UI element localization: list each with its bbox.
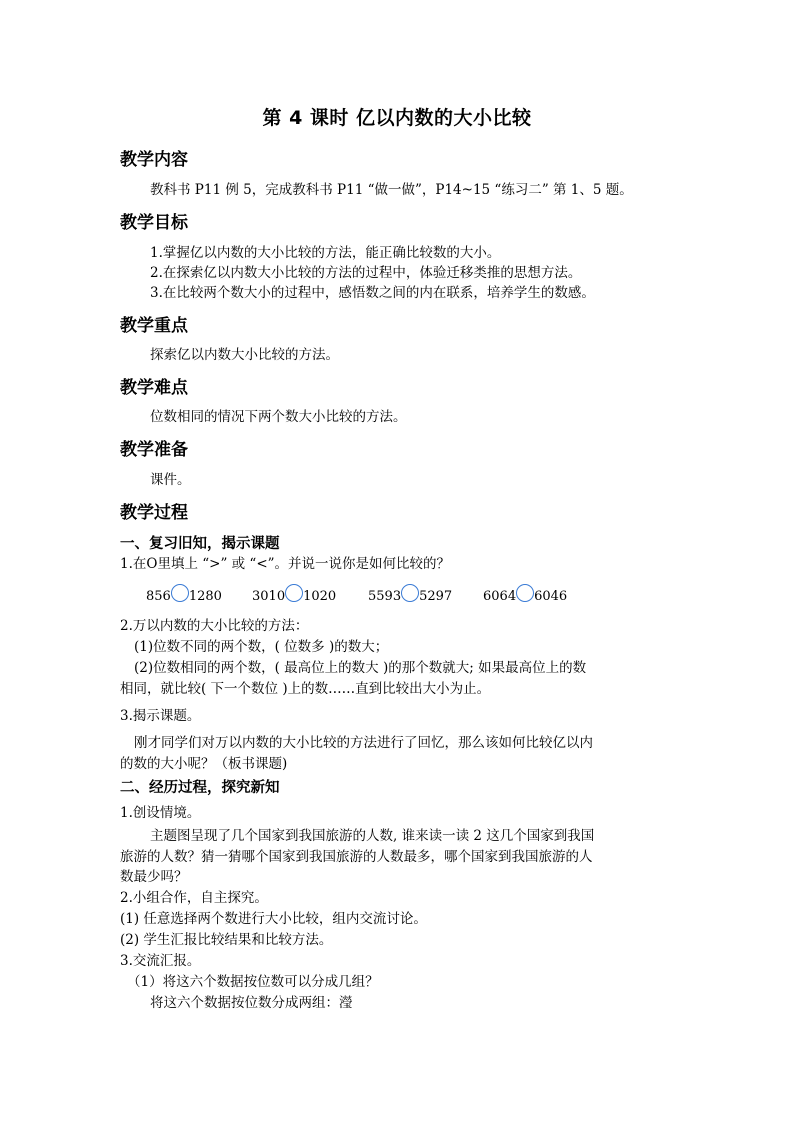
part2-step-2-1: (1) 任意选择两个数进行大小比较，组内交流讨论。 [120, 911, 427, 927]
comparison-circle[interactable] [401, 584, 419, 602]
part2-step-1: 1.创设情境。 [120, 805, 201, 821]
heading-process: 教学过程 [120, 503, 188, 523]
part2-step-1-a: 主题图呈现了几个国家到我国旅游的人数, 谁来读一读 2 这几个国家到我国 [150, 828, 595, 844]
part2-step-3-1: （1）将这六个数据按位数可以分成几组？ [127, 974, 379, 990]
comparison-right: 6046 [534, 589, 568, 604]
comparison-circle[interactable] [285, 584, 303, 602]
comparison-pair [252, 585, 336, 610]
part1-question-3: 3.揭示课题。 [120, 708, 201, 724]
heading-difficulty: 教学难点 [120, 378, 188, 398]
part1-question-2-1: (1)位数不同的两个数，( 位数多 )的数大； [134, 639, 389, 655]
part2-step-2: 2.小组合作，自主探究。 [120, 890, 268, 906]
part2-step-3: 3.交流汇报。 [120, 953, 201, 969]
heading-key: 教学重点 [120, 316, 188, 336]
comparison-right: 1020 [303, 589, 337, 604]
content-text: 教科书 P11 例 5，完成教科书 P11 “做一做”，P14~15 “练习二” 第 1、5 题。 [150, 182, 633, 198]
comparison-left: 5593 [368, 589, 402, 604]
prep-text: 课件。 [150, 472, 191, 488]
comparison-left: 856 [146, 589, 171, 604]
comparison-pair [483, 585, 567, 610]
goal-item-3: 3.在比较两个数大小的过程中，感悟数之间的内在联系，培养学生的数感。 [150, 285, 595, 301]
part1-question-2-2a: (2)位数相同的两个数，( 最高位上的数大 )的那个数就大; 如果最高位上的数 [134, 660, 587, 676]
part2-step-1-b: 旅游的人数？猜一猜哪个国家到我国旅游的人数最多，哪个国家到我国旅游的人 [120, 849, 593, 865]
comparison-circle[interactable] [516, 584, 534, 602]
heading-goals: 教学目标 [120, 213, 188, 233]
part2-step-1-c: 数最少吗？ [120, 869, 188, 885]
comparison-pair [368, 585, 452, 610]
goal-item-1: 1.掌握亿以内数的大小比较的方法，能正确比较数的大小。 [150, 245, 501, 261]
comparison-right: 5297 [419, 589, 453, 604]
comparison-left: 6064 [483, 589, 517, 604]
comparison-circle[interactable] [171, 584, 189, 602]
part1-question-2: 2.万以内数的大小比较的方法： [120, 618, 309, 634]
part2-step-3-2: 将这六个数据按位数分成两组：瀅 [150, 995, 353, 1011]
comparison-right: 1280 [188, 589, 222, 604]
heading-prep: 教学准备 [120, 440, 188, 460]
part1-question-3-a: 刚才同学们对万以内数的大小比较的方法进行了回忆，那么该如何比较亿以内 [134, 735, 593, 751]
part1-heading: 一、复习旧知，揭示课题 [120, 536, 280, 552]
part1-question-1: 1.在O里填上 “>” 或 “<”。并说一说你是如何比较的？ [120, 556, 451, 572]
comparison-pair [146, 585, 222, 610]
key-text: 探索亿以内数大小比较的方法。 [150, 347, 339, 363]
part2-heading: 二、经历过程，探究新知 [120, 780, 280, 796]
part1-question-2-2b: 相同，就比较( 下一个数位 )上的数……直到比较出大小为止。 [120, 681, 491, 697]
comparison-left: 3010 [252, 589, 286, 604]
part2-step-2-2: (2) 学生汇报比较结果和比较方法。 [120, 932, 333, 948]
page-title: 第 4 课时 亿以内数的大小比较 [262, 107, 532, 129]
difficulty-text: 位数相同的情况下两个数大小比较的方法。 [150, 409, 407, 425]
heading-content: 教学内容 [120, 150, 188, 170]
part1-question-3-b: 的数的大小呢？（板书课题) [120, 756, 288, 772]
goal-item-2: 2.在探索亿以内数大小比较的方法的过程中，体验迁移类推的思想方法。 [150, 265, 582, 281]
